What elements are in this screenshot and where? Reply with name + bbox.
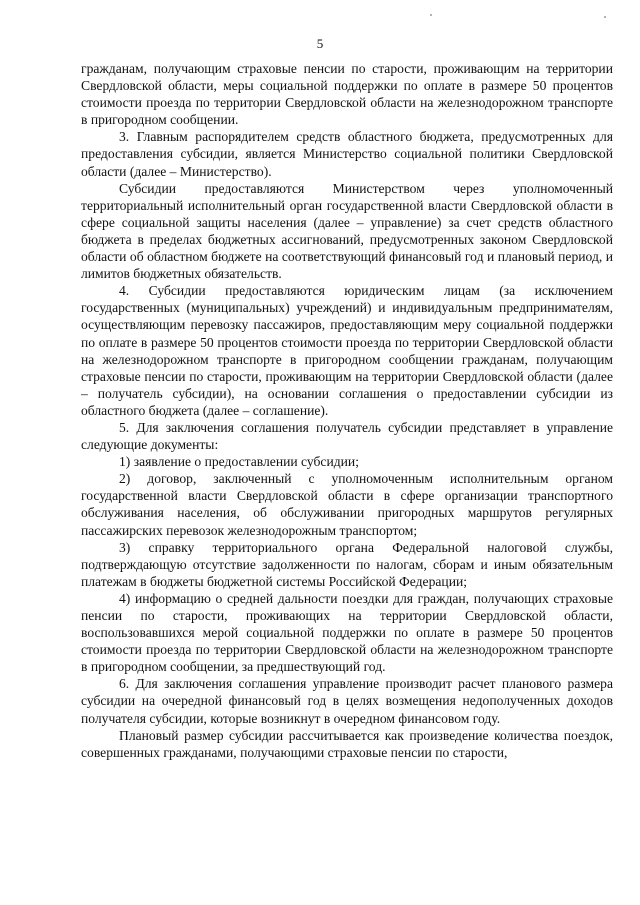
paragraph: Плановый размер субсидии рассчитывается как произведение количества поездок, совершенных гражданами, получающими страховые пенсии по старости, xyxy=(81,727,613,760)
paragraph: 6. Для заключения соглашения управление производит расчет планового размера субсидии на очередной финансовый год в целях возмещения недополученных доходов получателя субсидии, которые возникнут в очередном финансовом году. xyxy=(81,676,613,726)
paragraph: 3. Главным распорядителем средств областного бюджета, предусмотренных для предоставления субсидии, является Министерство социальной политики Свердловской области (далее – Министерство). xyxy=(81,129,613,179)
list-item: 2) договор, заключенный с уполномоченным исполнительным органом государственной власти Свердловской области в сфере организации транспортного обслуживания населения, об обслуживании пригородных маршрутов регулярных пассажирских перевозок железнодорожным транспортом; xyxy=(81,471,613,538)
scan-speck xyxy=(604,16,606,18)
list-item: 4) информацию о средней дальности поездки для граждан, получающих страховые пенсии по старости, проживающих на территории Свердловской области, воспользовавшихся мерой социальной поддержки по оплате в размере 50 процентов стоимости проезда по территории Свердловской области на железнодорожном транспорте в пригородном сообщении, за предшествующий год. xyxy=(81,590,613,675)
document-body xyxy=(81,60,613,761)
list-item: 3) справку территориального органа Федеральной налоговой службы, подтверждающую отсутствие задолженности по налогам, сборам и иным обязательным платежам в бюджеты бюджетной системы Российской Федерации; xyxy=(81,539,613,589)
page-number: 5 xyxy=(316,36,324,51)
list-item: 1) заявление о предоставлении субсидии; xyxy=(119,454,359,470)
scan-speck xyxy=(430,14,432,16)
paragraph: гражданам, получающим страховые пенсии по старости, проживающим на территории Свердловской области, меры социальной поддержки по оплате в размере 50 процентов стоимости проезда по территории Свердловской области на железнодорожном транспорте в пригородном сообщении. xyxy=(81,61,613,128)
paragraph: 5. Для заключения соглашения получатель субсидии представляет в управление следующие документы: xyxy=(81,419,613,453)
paragraph: 4. Субсидии предоставляются юридическим лицам (за исключением государственных (муниципальных) учреждений) и индивидуальным предпринимателям, осуществляющим перевозку пассажиров, предоставляющим меру социальной поддержки по оплате в размере 50 процентов стоимости проезда по территории Свердловской области на железнодорожном транспорте в пригородном сообщении гражданам, получающим страховые пенсии по старости, проживающим на территории Свердловской области (далее – получатель субсидии), на основании соглашения о предоставлении субсидии из областного бюджета (далее – соглашение). xyxy=(81,283,613,418)
paragraph: Субсидии предоставляются Министерством через уполномоченный территориальный исполнительный орган государственной власти Свердловской области в сфере социальной защиты населения (далее – управление) за счет средств областного бюджета в пределах бюджетных ассигнований, предусмотренных законом Свердловской области об областном бюджете на соответствующий финансовый год и плановый период, и лимитов бюджетных обязательств. xyxy=(81,180,613,282)
